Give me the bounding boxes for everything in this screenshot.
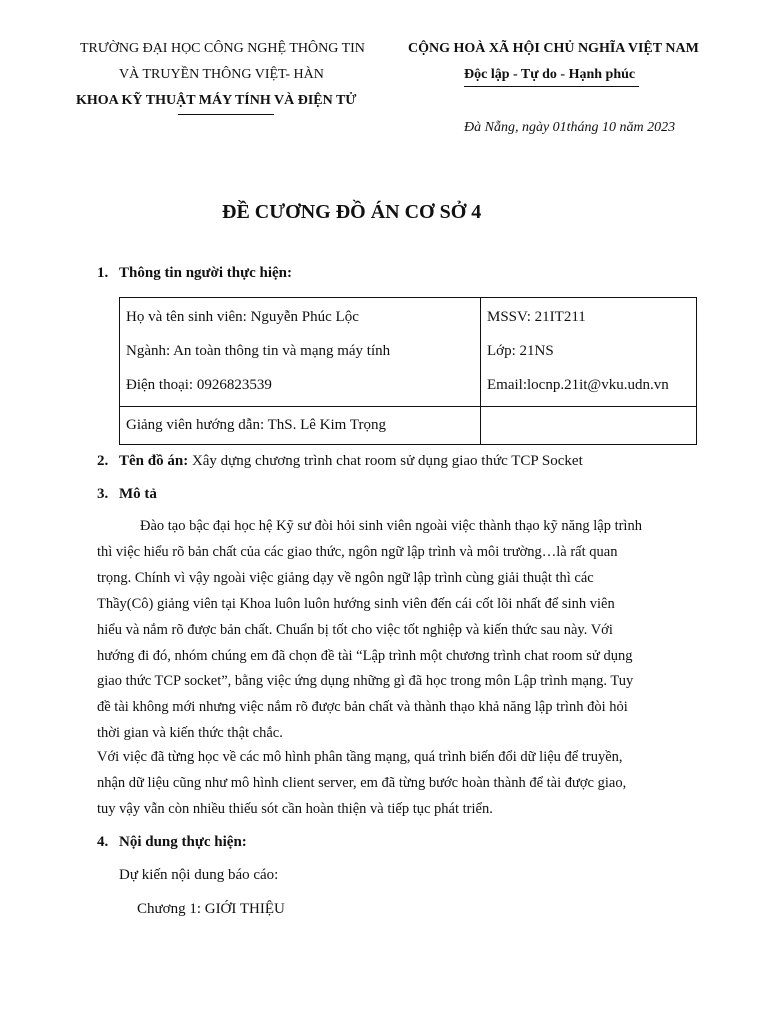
paragraph-line: thì việc hiểu rõ bản chất của các giao thức, ngôn ngữ lập trình và môi trường…là rất quan — [97, 543, 618, 560]
university-name-line1: TRƯỜNG ĐẠI HỌC CÔNG NGHỆ THÔNG TIN — [80, 41, 365, 56]
advisor-right-cell — [481, 407, 697, 445]
student-phone: Điện thoại: 0926823539 — [126, 377, 272, 393]
chapter-1-title: Chương 1: GIỚI THIỆU — [137, 901, 285, 917]
document-title: ĐỀ CƯƠNG ĐỒ ÁN CƠ SỞ 4 — [222, 201, 482, 223]
student-name: Họ và tên sinh viên: Nguyễn Phúc Lộc — [126, 309, 359, 325]
document-date: Đà Nẵng, ngày 01tháng 10 năm 2023 — [464, 120, 676, 135]
paragraph-line: nhận dữ liệu cũng như mô hình client server, em đã từng bước hoàn thành để tài được giao, — [97, 774, 627, 791]
paragraph-line: tuy vậy vẫn còn nhiều thiếu sót cần hoàn thiện và tiếp tục phát triển. — [97, 800, 493, 817]
student-email: Email:locnp.21it@vku.udn.vn — [487, 377, 669, 393]
paragraph-line: giao thức TCP socket”, bằng việc ứng dụng những gì đã học trong môn Lập trình mạng. Tuy — [97, 673, 634, 690]
description-paragraph-2 — [97, 745, 689, 823]
student-info-left-cell — [120, 298, 481, 407]
advisor-cell — [120, 407, 481, 445]
student-info-right-cell — [481, 298, 697, 407]
section-2 — [97, 453, 583, 470]
section-4-title: Nội dung thực hiện: — [119, 834, 247, 850]
paragraph-line: Thầy(Cô) giảng viên tại Khoa luôn luôn hướng sinh viên đến cái cốt lõi nhất để sinh viên — [97, 595, 615, 612]
report-intro: Dự kiến nội dung báo cáo: — [119, 867, 279, 883]
paragraph-line: hướng đi đó, nhóm chúng em đã chọn đề tài “Lập trình một chương trình chat room sử dụng — [97, 647, 633, 664]
section-3-heading — [97, 486, 157, 503]
project-title: Xây dựng chương trình chat room sử dụng giao thức TCP Socket — [188, 453, 583, 469]
section-4-number: 4. — [97, 834, 109, 850]
section-4-heading — [97, 834, 247, 851]
paragraph-line: đề tài không mới nhưng việc nắm rõ được bản chất và thành thạo khả năng lập trình đòi hỏi — [97, 699, 628, 716]
paragraph-line: Đào tạo bậc đại học hệ Kỹ sư đòi hỏi sinh viên ngoài việc thành thạo kỹ năng lập trình — [140, 518, 642, 534]
paragraph-line: Với việc đã từng học về các mô hình phân tầng mạng, quá trình biến đổi dữ liệu để truyền, — [97, 749, 623, 765]
section-1-number: 1. — [97, 265, 109, 281]
section-3-title: Mô tả — [119, 486, 157, 502]
section-2-label: Tên đồ án: — [119, 453, 189, 469]
student-info-table — [119, 297, 697, 445]
student-id: MSSV: 21IT211 — [487, 309, 586, 325]
section-1-title: Thông tin người thực hiện: — [119, 265, 293, 281]
country-name: CỘNG HOÀ XÃ HỘI CHỦ NGHĨA VIỆT NAM — [408, 41, 699, 56]
paragraph-line: hiểu và nắm rõ được bản chất. Chuẩn bị tốt cho việc tốt nghiệp và kiến thức sau này. Với — [97, 621, 613, 638]
paragraph-line: trọng. Chính vì vậy ngoài việc giảng dạy về ngôn ngữ lập trình cùng giải thuật thì các — [97, 569, 594, 586]
advisor-name: Giảng viên hướng dẫn: ThS. Lê Kim Trọng — [126, 417, 386, 433]
faculty-underline — [178, 114, 274, 115]
motto-underline — [464, 86, 639, 87]
national-motto: Độc lập - Tự do - Hạnh phúc — [464, 67, 636, 82]
section-2-number: 2. — [97, 453, 109, 469]
student-major: Ngành: An toàn thông tin và mạng máy tính — [126, 343, 391, 359]
description-paragraph-1 — [97, 514, 689, 747]
paragraph-line: thời gian và kiến thức thật chắc. — [97, 725, 283, 742]
section-1-heading — [97, 265, 292, 282]
university-name-line2: VÀ TRUYỀN THÔNG VIỆT- HÀN — [119, 67, 324, 82]
section-3-number: 3. — [97, 486, 109, 502]
student-class: Lớp: 21NS — [487, 343, 554, 359]
faculty-name: KHOA KỸ THUẬT MÁY TÍNH VÀ ĐIỆN TỬ — [76, 93, 357, 108]
